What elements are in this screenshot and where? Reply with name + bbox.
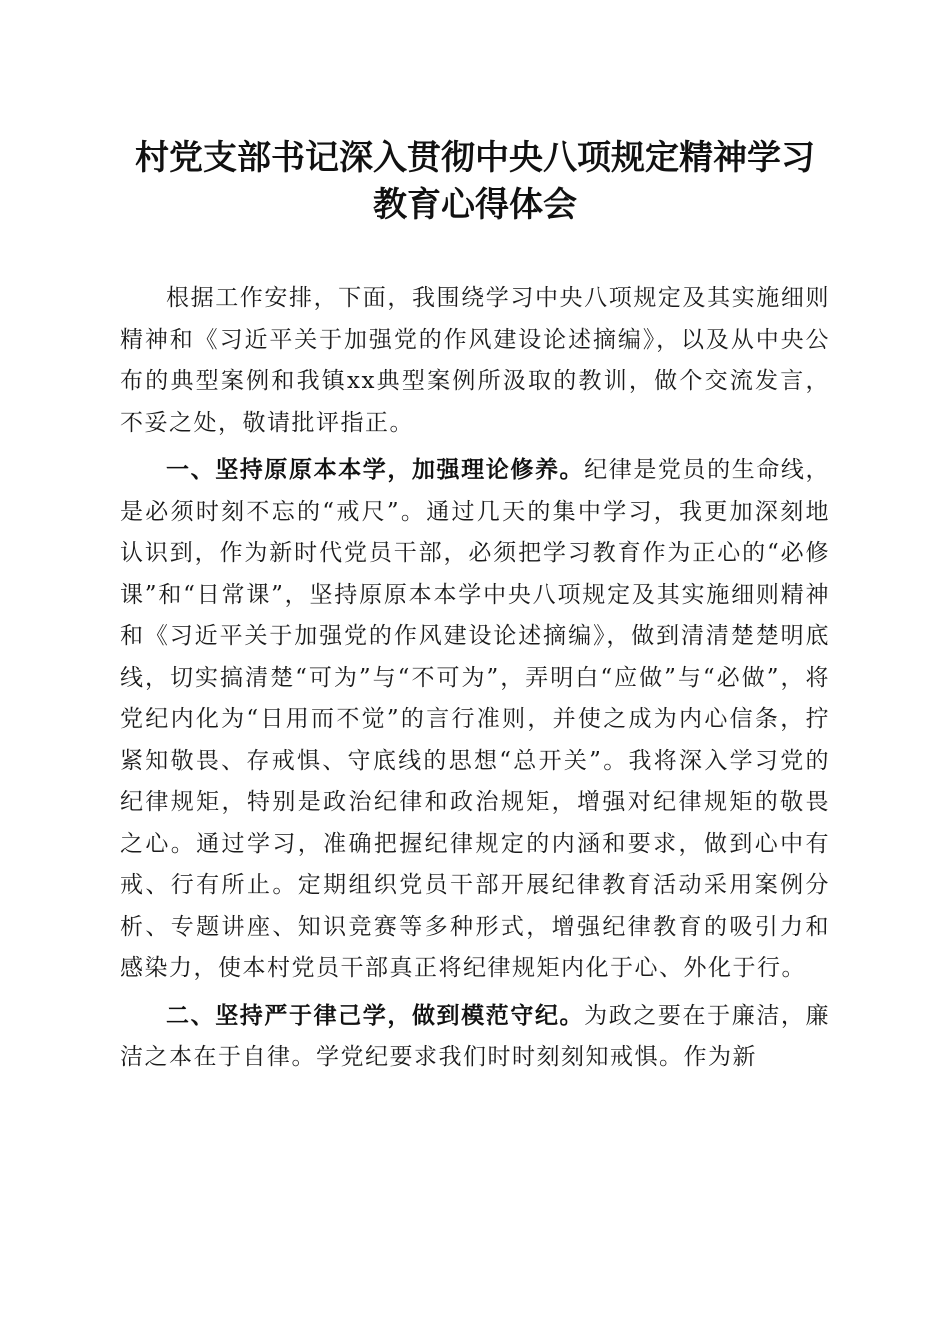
- document-title-line-2: 教育心得体会: [373, 185, 577, 225]
- document-title-line-1: 村党支部书记深入贯彻中央八项规定精神学习: [135, 138, 815, 178]
- paragraph-section-2: [120, 996, 830, 1079]
- paragraph-lead: 一、坚持原原本本学，加强理论修养。: [166, 457, 585, 483]
- document-body: [120, 278, 830, 1085]
- paragraph-text: 纪律是党员的生命线，是必须时刻不忘的“戒尺”。通过几天的集中学习，我更加深刻地认识到，作为新时代党员干部，必须把学习教育作为正心的“必修课”和“日常课”，坚持原原本本学中央八项规定及其实施细则精神和《习近平关于加强党的作风建设论述摘编》，做到清清楚楚明底线，切实搞清楚“可为”与“不可为”，弄明白“应做”与“必做”，将党纪内化为“日用而不觉”的言行准则，并使之成为内心信条，拧紧知敬畏、存戒惧、守底线的思想“总开关”。我将深入学习党的纪律规矩，特别是政治纪律和政治规矩，增强对纪律规矩的敬畏之心。通过学习，准确把握纪律规定的内涵和要求，做到心中有戒、行有所止。定期组织党员干部开展纪律教育活动采用案例分析、专题讲座、知识竞赛等多种形式，增强纪律教育的吸引力和感染力，使本村党员干部真正将纪律规矩内化于心、外化于行。: [120, 457, 831, 981]
- paragraph-intro: [120, 278, 830, 444]
- paragraph-text: 为政之要在于廉洁，廉洁之本在于自律。学党纪要求我们时时刻刻知戒惧。作为新: [120, 1002, 831, 1070]
- paragraph-text: 根据工作安排，下面，我围绕学习中央八项规定及其实施细则精神和《习近平关于加强党的作风建设论述摘编》，以及从中央公布的典型案例和我镇xx典型案例所汲取的教训，做个交流发言，不妥之处，敬请批评指正。: [120, 285, 830, 436]
- paragraph-lead: 二、坚持严于律己学，做到模范守纪。: [166, 1002, 585, 1029]
- paragraph-section-1: [120, 450, 830, 990]
